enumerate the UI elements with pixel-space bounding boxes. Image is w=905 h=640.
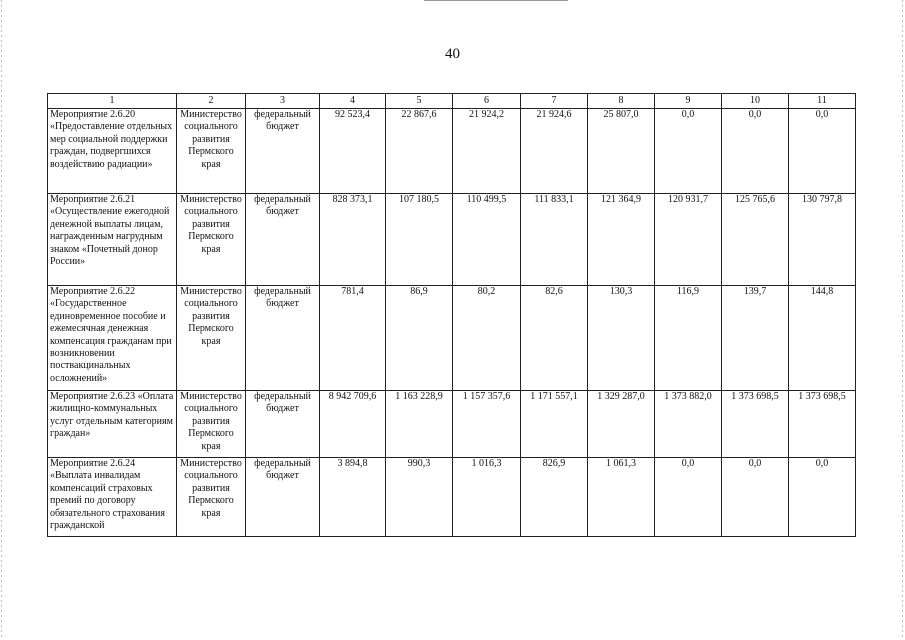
value-cell: 1 373 882,0 [655, 391, 722, 458]
value-cell: 25 807,0 [588, 109, 655, 194]
table-row [48, 391, 856, 458]
value-cell: 139,7 [722, 286, 789, 391]
funding-source: федеральный бюджет [246, 194, 320, 286]
column-header: 6 [453, 94, 521, 109]
value-cell: 86,9 [386, 286, 453, 391]
top-rule [424, 0, 568, 1]
value-cell: 130 797,8 [789, 194, 856, 286]
value-cell: 82,6 [521, 286, 588, 391]
value-cell: 828 373,1 [320, 194, 386, 286]
left-scan-edge [1, 0, 2, 640]
value-cell: 121 364,9 [588, 194, 655, 286]
executor: Министерство социального развития Пермского края [177, 391, 246, 458]
column-number-row [48, 94, 856, 109]
executor: Министерство социального развития Пермского края [177, 286, 246, 391]
value-cell: 1 329 287,0 [588, 391, 655, 458]
value-cell: 21 924,2 [453, 109, 521, 194]
value-cell: 80,2 [453, 286, 521, 391]
value-cell: 0,0 [722, 109, 789, 194]
column-header: 11 [789, 94, 856, 109]
value-cell: 1 373 698,5 [722, 391, 789, 458]
value-cell: 3 894,8 [320, 458, 386, 537]
column-header: 2 [177, 94, 246, 109]
measure-name: Мероприятие 2.6.24 «Выплата инвалидам компенсаций страховых премий по договору обязательного страхования гражданской [48, 458, 177, 537]
table-row [48, 458, 856, 537]
column-header: 5 [386, 94, 453, 109]
value-cell: 1 373 698,5 [789, 391, 856, 458]
funding-source: федеральный бюджет [246, 109, 320, 194]
measure-name: Мероприятие 2.6.23 «Оплата жилищно-коммунальных услуг отдельным категориям граждан» [48, 391, 177, 458]
table-row [48, 109, 856, 194]
value-cell: 130,3 [588, 286, 655, 391]
value-cell: 107 180,5 [386, 194, 453, 286]
executor: Министерство социального развития Пермского края [177, 109, 246, 194]
value-cell: 0,0 [655, 109, 722, 194]
value-cell: 21 924,6 [521, 109, 588, 194]
column-header: 10 [722, 94, 789, 109]
value-cell: 0,0 [655, 458, 722, 537]
executor: Министерство социального развития Пермского края [177, 194, 246, 286]
column-header: 9 [655, 94, 722, 109]
value-cell: 0,0 [789, 109, 856, 194]
value-cell: 120 931,7 [655, 194, 722, 286]
value-cell: 781,4 [320, 286, 386, 391]
value-cell: 8 942 709,6 [320, 391, 386, 458]
measure-name: Мероприятие 2.6.21 «Осуществление ежегодной денежной выплаты лицам, награжденным нагрудным знаком «Почетный донор России» [48, 194, 177, 286]
value-cell: 116,9 [655, 286, 722, 391]
funding-source: федеральный бюджет [246, 458, 320, 537]
value-cell: 1 061,3 [588, 458, 655, 537]
value-cell: 1 157 357,6 [453, 391, 521, 458]
value-cell: 1 016,3 [453, 458, 521, 537]
value-cell: 1 163 228,9 [386, 391, 453, 458]
table-row [48, 286, 856, 391]
value-cell: 144,8 [789, 286, 856, 391]
funding-source: федеральный бюджет [246, 286, 320, 391]
column-header: 3 [246, 94, 320, 109]
page-number: 40 [445, 46, 460, 62]
value-cell: 125 765,6 [722, 194, 789, 286]
value-cell: 990,3 [386, 458, 453, 537]
value-cell: 0,0 [722, 458, 789, 537]
column-header: 1 [48, 94, 177, 109]
column-header: 4 [320, 94, 386, 109]
value-cell: 111 833,1 [521, 194, 588, 286]
measure-name: Мероприятие 2.6.20 «Предоставление отдельных мер социальной поддержки граждан, подвергшихся воздействию радиации» [48, 109, 177, 194]
funding-source: федеральный бюджет [246, 391, 320, 458]
measure-name: Мероприятие 2.6.22 «Государственное единовременное пособие и ежемесячная денежная компенсация гражданам при возникновении поствакцинальных осложнений» [48, 286, 177, 391]
value-cell: 92 523,4 [320, 109, 386, 194]
value-cell: 0,0 [789, 458, 856, 537]
table-row [48, 194, 856, 286]
executor: Министерство социального развития Пермского края [177, 458, 246, 537]
budget-table [47, 93, 856, 537]
column-header: 8 [588, 94, 655, 109]
column-header: 7 [521, 94, 588, 109]
value-cell: 826,9 [521, 458, 588, 537]
value-cell: 110 499,5 [453, 194, 521, 286]
value-cell: 22 867,6 [386, 109, 453, 194]
value-cell: 1 171 557,1 [521, 391, 588, 458]
right-scan-edge [902, 0, 903, 640]
